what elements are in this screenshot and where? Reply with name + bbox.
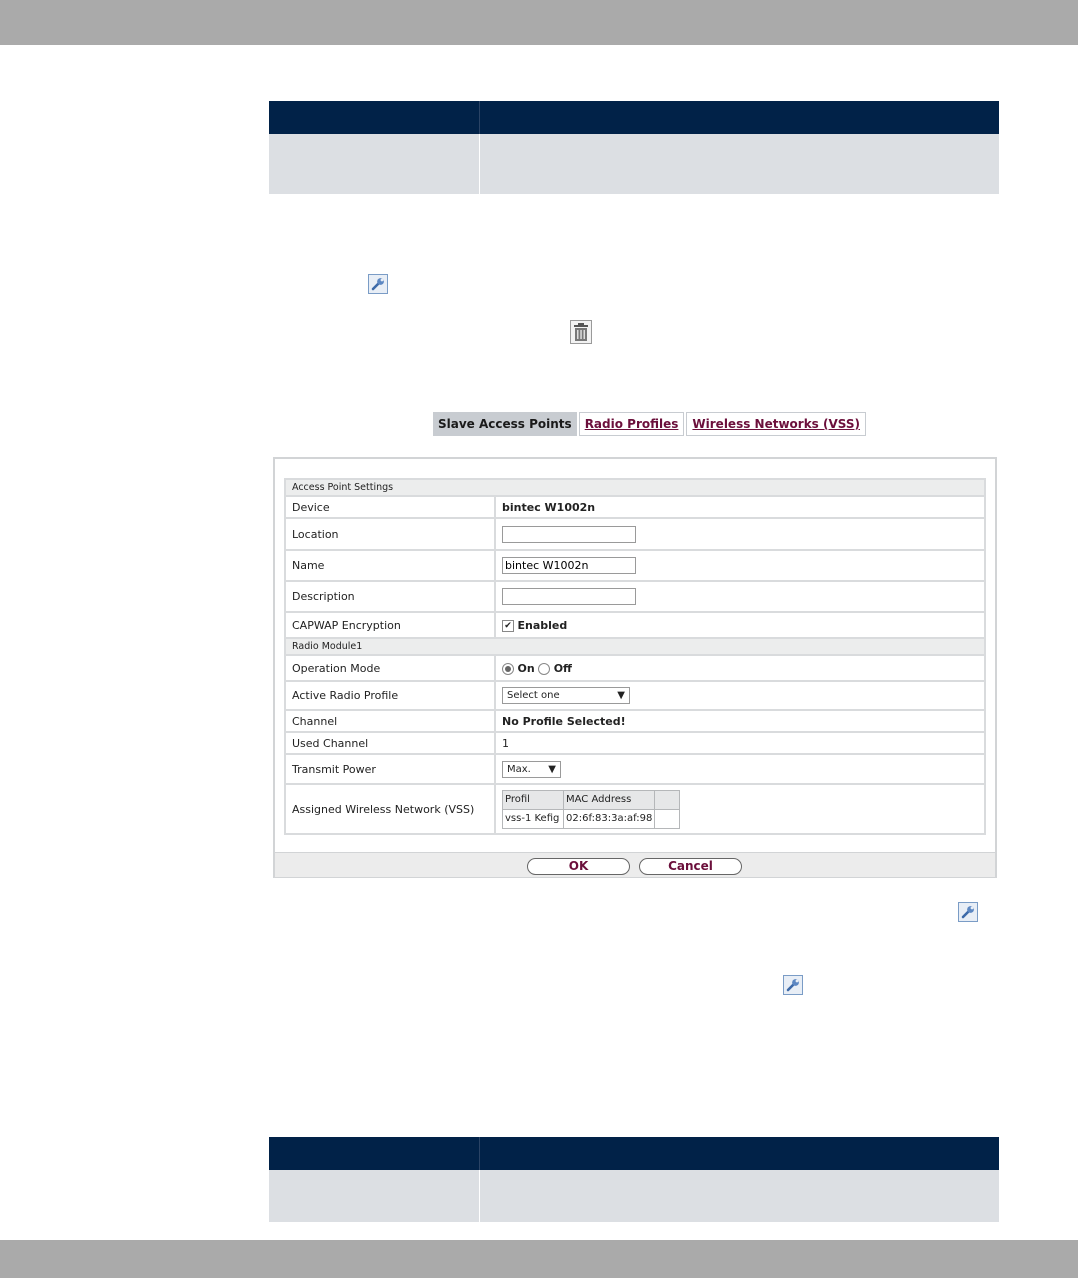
vss-header-empty: [655, 790, 680, 809]
capwap-checkbox[interactable]: ✔: [502, 620, 514, 632]
capwap-label: CAPWAP Encryption: [285, 612, 495, 638]
radio-profile-select[interactable]: [502, 687, 630, 704]
name-label: Name: [285, 550, 495, 581]
doc-table-top: [269, 101, 999, 194]
chevron-down-icon: ▼: [548, 763, 556, 775]
wrench-edit-icon[interactable]: [368, 274, 388, 294]
device-value: bintec W1002n: [495, 496, 985, 518]
tab-slave-access-points[interactable]: Slave Access Points: [433, 412, 577, 436]
section-access-point-settings: Access Point Settings: [285, 479, 985, 496]
wrench-edit-icon[interactable]: [783, 975, 803, 995]
vss-header-mac: MAC Address: [564, 790, 655, 809]
channel-label: Channel: [285, 710, 495, 732]
top-bar: [0, 0, 1078, 45]
operation-off-radio[interactable]: [538, 663, 550, 675]
ok-button[interactable]: OK: [527, 858, 630, 875]
vss-table: [502, 790, 680, 829]
channel-value: No Profile Selected!: [495, 710, 985, 732]
description-input[interactable]: [502, 588, 636, 605]
vss-label: Assigned Wireless Network (VSS): [285, 784, 495, 834]
doc-table-bottom: [269, 1137, 999, 1222]
location-label: Location: [285, 518, 495, 550]
operation-on-label: On: [517, 661, 535, 675]
wrench-edit-icon[interactable]: [958, 902, 978, 922]
used-channel-label: Used Channel: [285, 732, 495, 754]
cancel-button[interactable]: Cancel: [639, 858, 742, 875]
location-input[interactable]: [502, 526, 636, 543]
transmit-power-label: Transmit Power: [285, 754, 495, 784]
name-input[interactable]: [502, 557, 636, 574]
vss-cell-profil: vss-1 Kefig: [503, 809, 564, 828]
vss-header-profil: Profil: [503, 790, 564, 809]
operation-on-radio[interactable]: [502, 663, 514, 675]
operation-off-label: Off: [553, 661, 572, 675]
transmit-power-select[interactable]: [502, 761, 561, 778]
vss-cell-mac: 02:6f:83:3a:af:98: [564, 809, 655, 828]
tab-radio-profiles[interactable]: Radio Profiles: [579, 412, 685, 436]
access-point-form: [284, 478, 986, 835]
trash-icon[interactable]: [570, 320, 592, 344]
bottom-bar: [0, 1240, 1078, 1278]
section-radio-module: Radio Module1: [285, 638, 985, 655]
chevron-down-icon: ▼: [617, 690, 625, 701]
capwap-option-label: Enabled: [517, 618, 568, 632]
transmit-power-value: Max.: [507, 763, 531, 775]
operation-mode-label: Operation Mode: [285, 655, 495, 681]
description-label: Description: [285, 581, 495, 612]
tab-wireless-networks[interactable]: Wireless Networks (VSS): [686, 412, 866, 436]
vss-cell-empty: [655, 809, 680, 828]
tab-bar: [433, 412, 866, 436]
radio-profile-label: Active Radio Profile: [285, 681, 495, 710]
button-bar: [275, 852, 995, 877]
used-channel-value: 1: [495, 732, 985, 754]
radio-profile-value: Select one: [507, 690, 560, 701]
device-label: Device: [285, 496, 495, 518]
